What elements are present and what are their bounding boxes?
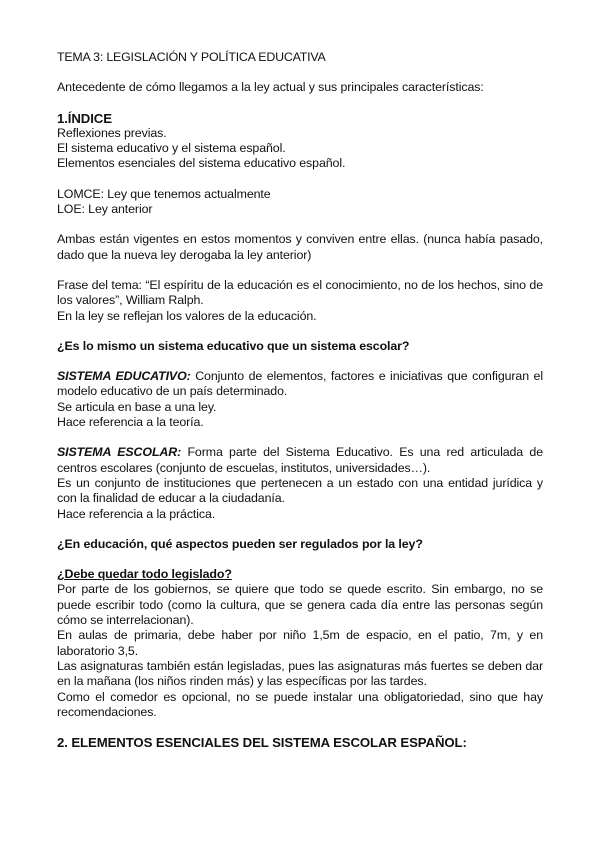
question-heading: ¿Es lo mismo un sistema educativo que un sistema escolar? xyxy=(57,338,410,353)
index-item: El sistema educativo y el sistema español. xyxy=(57,141,286,156)
quote-paragraph: Frase del tema: “El espíritu de la educación es el conocimiento, no de los hechos, sino de los valores”, William Ralph. xyxy=(57,277,543,308)
section-2-heading: 2. ELEMENTOS ESENCIALES DEL SISTEMA ESCOLAR ESPAÑOL: xyxy=(57,735,467,751)
sistema-escolar-extra: Es un conjunto de instituciones que pertenecen a un estado con una entidad jurídica y con la finalidad de educar a la ciudadanía. xyxy=(57,475,543,506)
both-laws-paragraph: Ambas están vigentes en estos momentos y conviven entre ellas. (nunca había pasado, dado que la nueva ley derogaba la ley anterior) xyxy=(57,232,543,262)
question-underlined: ¿Debe quedar todo legislado? xyxy=(57,567,232,582)
sistema-escolar-term: SISTEMA ESCOLAR: xyxy=(57,445,182,460)
sistema-escolar-definition xyxy=(57,445,543,476)
sistema-escolar-text: Forma parte del Sistema Educativo. Es una red articulada de centros escolares (conjunto de escuelas, institutos, universidades…). xyxy=(57,445,543,475)
aulas-paragraph: En aulas de primaria, debe haber por niño 1,5m de espacio, en el patio, 7m, y en laboratorio 3,5. xyxy=(57,628,543,658)
sistema-educativo-line: Hace referencia a la teoría. xyxy=(57,415,204,430)
sistema-educativo-definition xyxy=(57,369,543,400)
sistema-educativo-text: Conjunto de elementos, factores e iniciativas que configuran el modelo educativo de un país determinado. xyxy=(57,369,544,399)
document-page xyxy=(57,50,543,750)
intro-text: Antecedente de cómo llegamos a la ley actual y sus principales características: xyxy=(57,80,484,95)
index-heading: 1.ÍNDICE xyxy=(57,110,112,126)
document-title: TEMA 3: LEGISLACIÓN Y POLÍTICA EDUCATIVA xyxy=(57,50,326,64)
comedor-paragraph: Como el comedor es opcional, no se puede instalar una obligatoriedad, sino que hay recomendaciones. xyxy=(57,689,543,719)
gobiernos-paragraph: Por parte de los gobiernos, se quiere que todo se quede escrito. Sin embargo, no se puede escribir todo (como la cultura, que se genera cada día entre las personas según cómo se interrelacionan). xyxy=(57,582,543,628)
law-loe: LOE: Ley anterior xyxy=(57,202,153,217)
question-heading: ¿En educación, qué aspectos pueden ser regulados por la ley? xyxy=(57,536,423,551)
law-lomce: LOMCE: Ley que tenemos actualmente xyxy=(57,186,271,201)
asignaturas-paragraph: Las asignaturas también están legisladas, pues las asignaturas más fuertes se deben dar en la mañana (los niños rinden más) y las específicas por las tardes. xyxy=(57,658,543,689)
index-item: Reflexiones previas. xyxy=(57,125,167,140)
values-line: En la ley se reflejan los valores de la educación. xyxy=(57,308,317,323)
sistema-educativo-term: SISTEMA EDUCATIVO: xyxy=(57,369,191,384)
index-item: Elementos esenciales del sistema educativo español. xyxy=(57,156,346,171)
sistema-escolar-last: Hace referencia a la práctica. xyxy=(57,506,216,521)
sistema-educativo-line: Se articula en base a una ley. xyxy=(57,399,217,414)
